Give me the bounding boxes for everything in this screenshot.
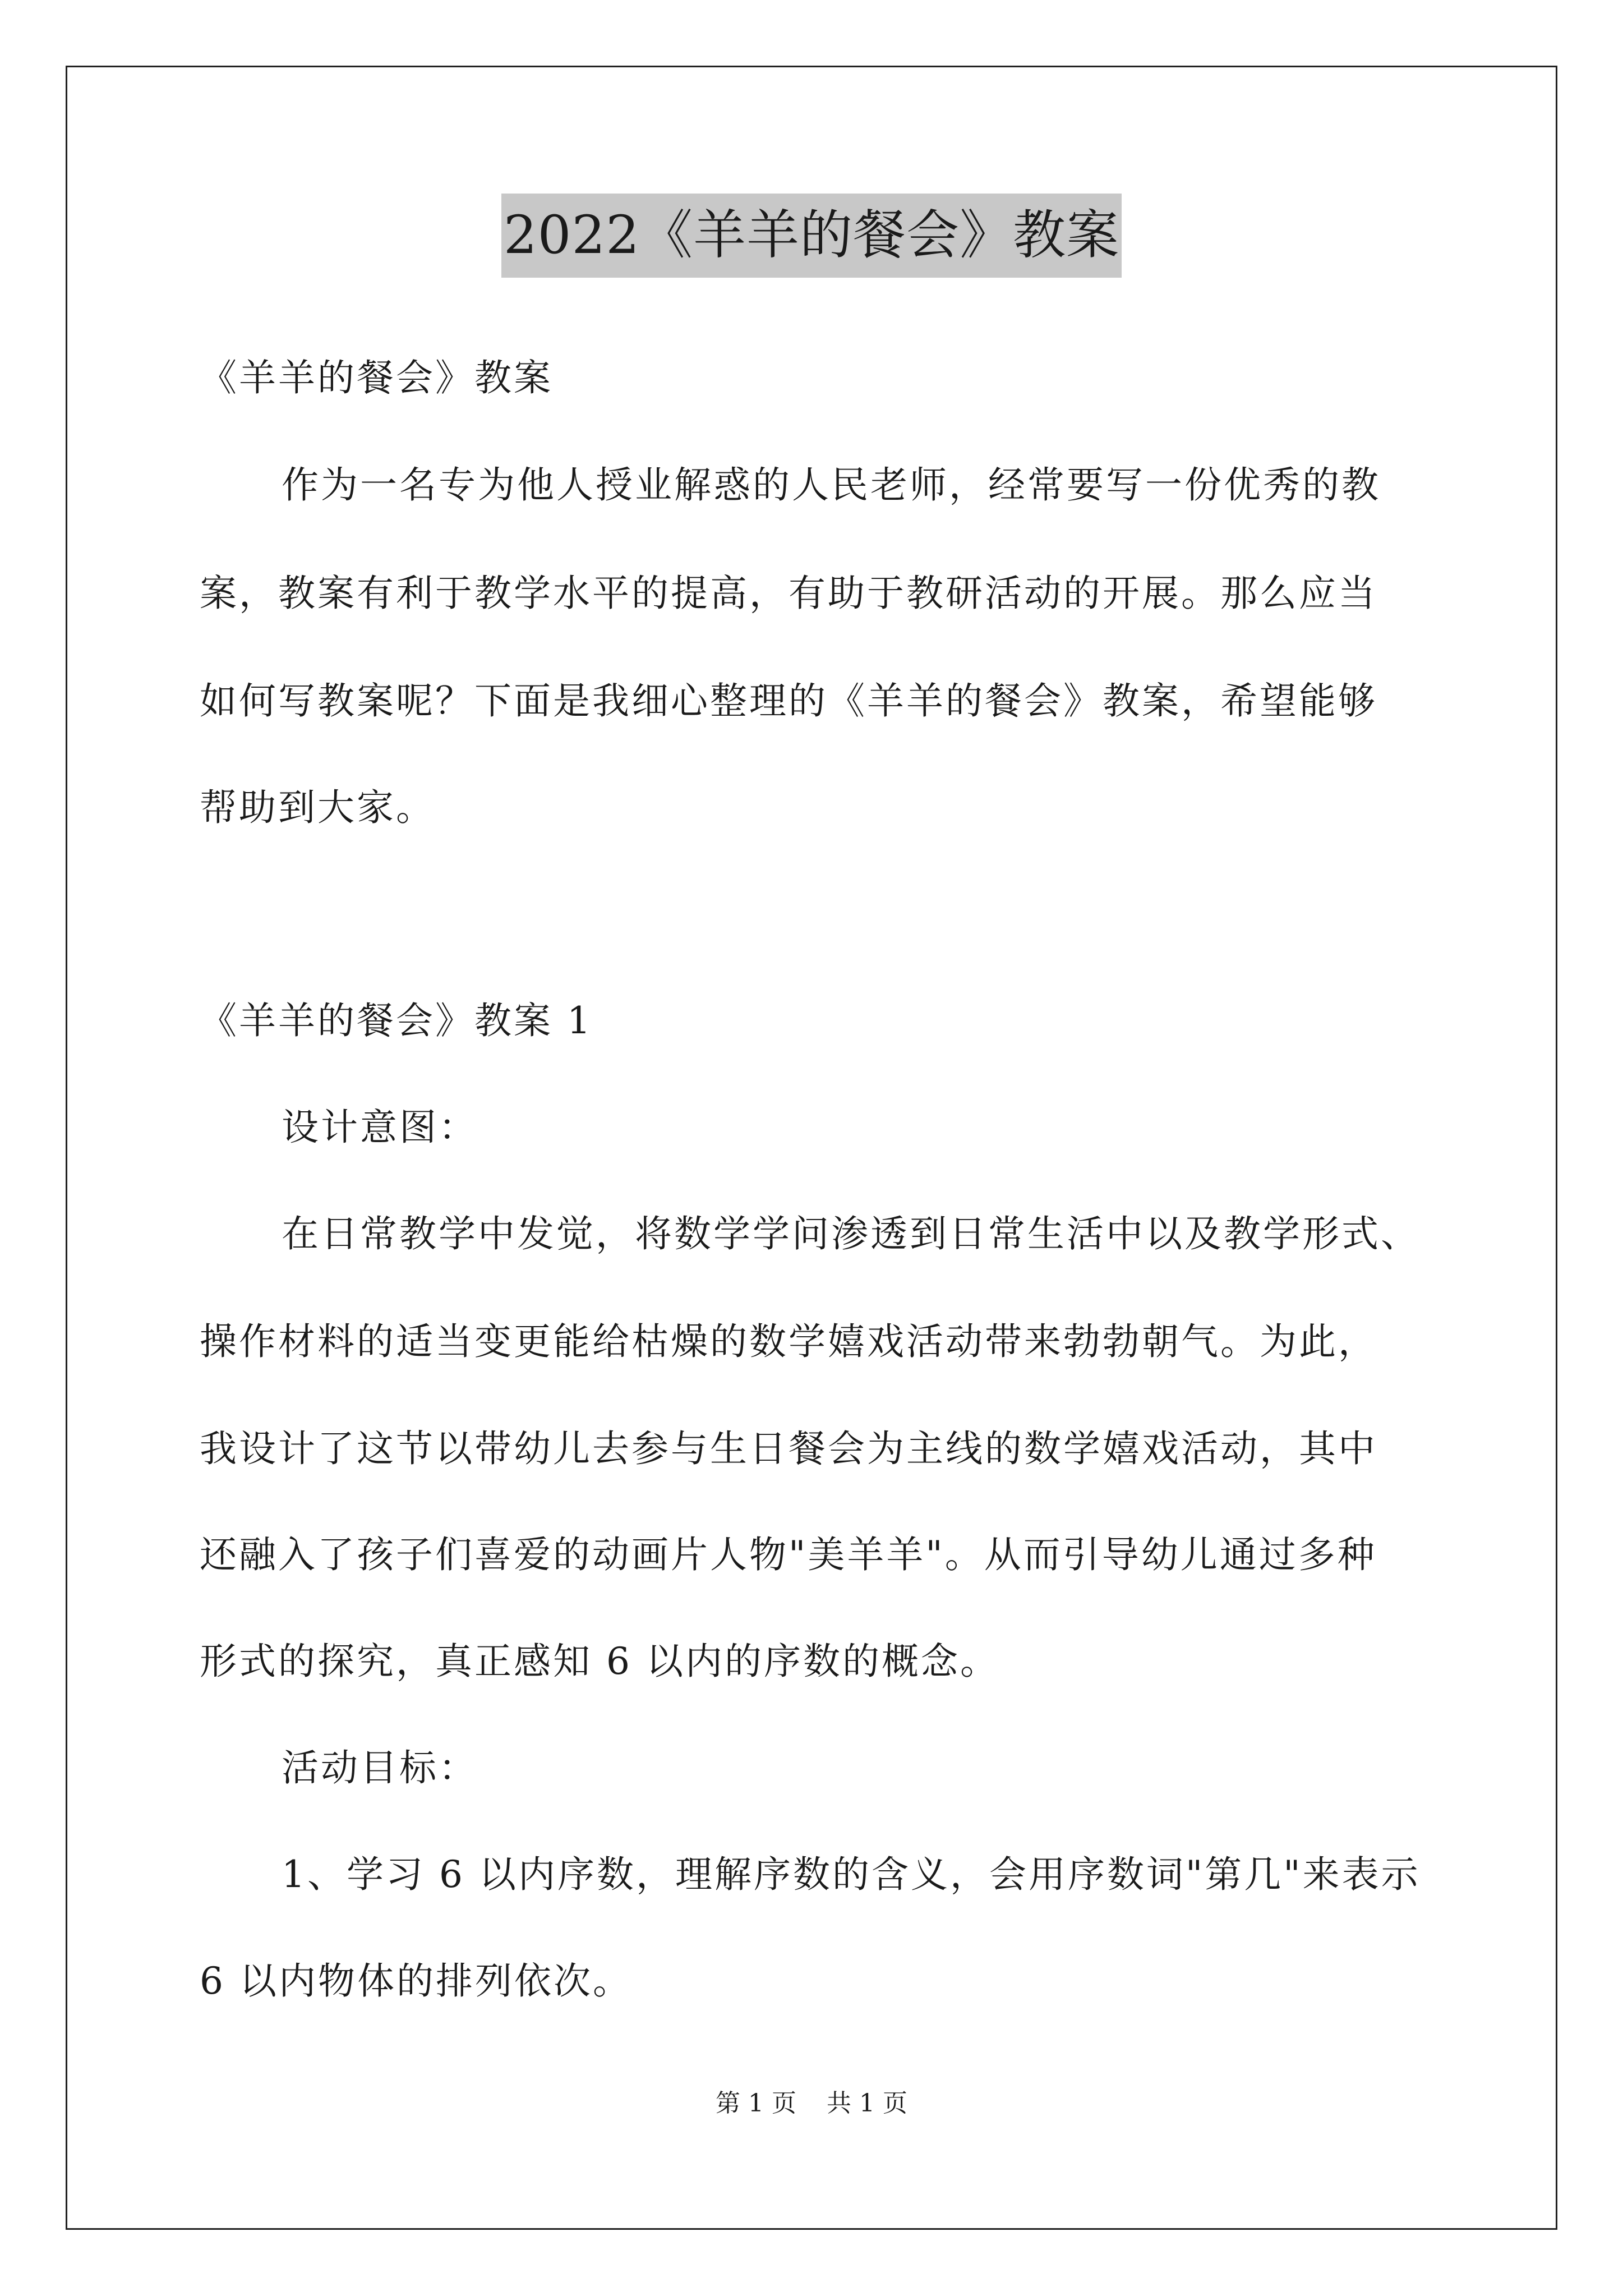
design-heading: 设计意图： <box>282 1106 478 1149</box>
intro-line: 帮助到大家。 <box>200 786 435 829</box>
design-line: 形式的探究，真正感知 6 以内的序数的概念。 <box>200 1640 999 1683</box>
goal-line: 1、学习 6 以内序数，理解序数的含义，会用序数词"第几"来表示 <box>282 1853 1421 1896</box>
design-line: 操作材料的适当变更能给枯燥的数学嬉戏活动带来勃勃朝气。为此， <box>200 1320 1377 1363</box>
goal-line: 6 以内物体的排列依次。 <box>200 1959 632 2003</box>
design-line: 在日常教学中发觉，将数学学问渗透到日常生活中以及教学形式、 <box>282 1212 1420 1255</box>
design-line: 还融入了孩子们喜爱的动画片人物"美羊羊"。从而引导幼儿通过多种 <box>200 1533 1377 1576</box>
page-number-total: 共 1 页 <box>827 2089 907 2118</box>
intro-line: 如何写教案呢？下面是我细心整理的《羊羊的餐会》教案，希望能够 <box>200 679 1377 723</box>
intro-line: 作为一名专为他人授业解惑的人民老师，经常要写一份优秀的教 <box>282 463 1381 507</box>
design-line: 我设计了这节以带幼儿去参与生日餐会为主线的数学嬉戏活动，其中 <box>200 1427 1377 1470</box>
goals-heading: 活动目标： <box>282 1746 478 1789</box>
section-title: 《羊羊的餐会》教案 1 <box>200 999 593 1042</box>
document-subtitle: 《羊羊的餐会》教案 <box>200 356 553 399</box>
document-title: 2022《羊羊的餐会》教案 <box>501 194 1122 278</box>
intro-line: 案，教案有利于教学水平的提高，有助于教研活动的开展。那么应当 <box>200 572 1377 615</box>
page-footer <box>0 2087 1623 2120</box>
page-number-current: 第 1 页 <box>716 2089 796 2118</box>
title-container <box>0 194 1623 278</box>
